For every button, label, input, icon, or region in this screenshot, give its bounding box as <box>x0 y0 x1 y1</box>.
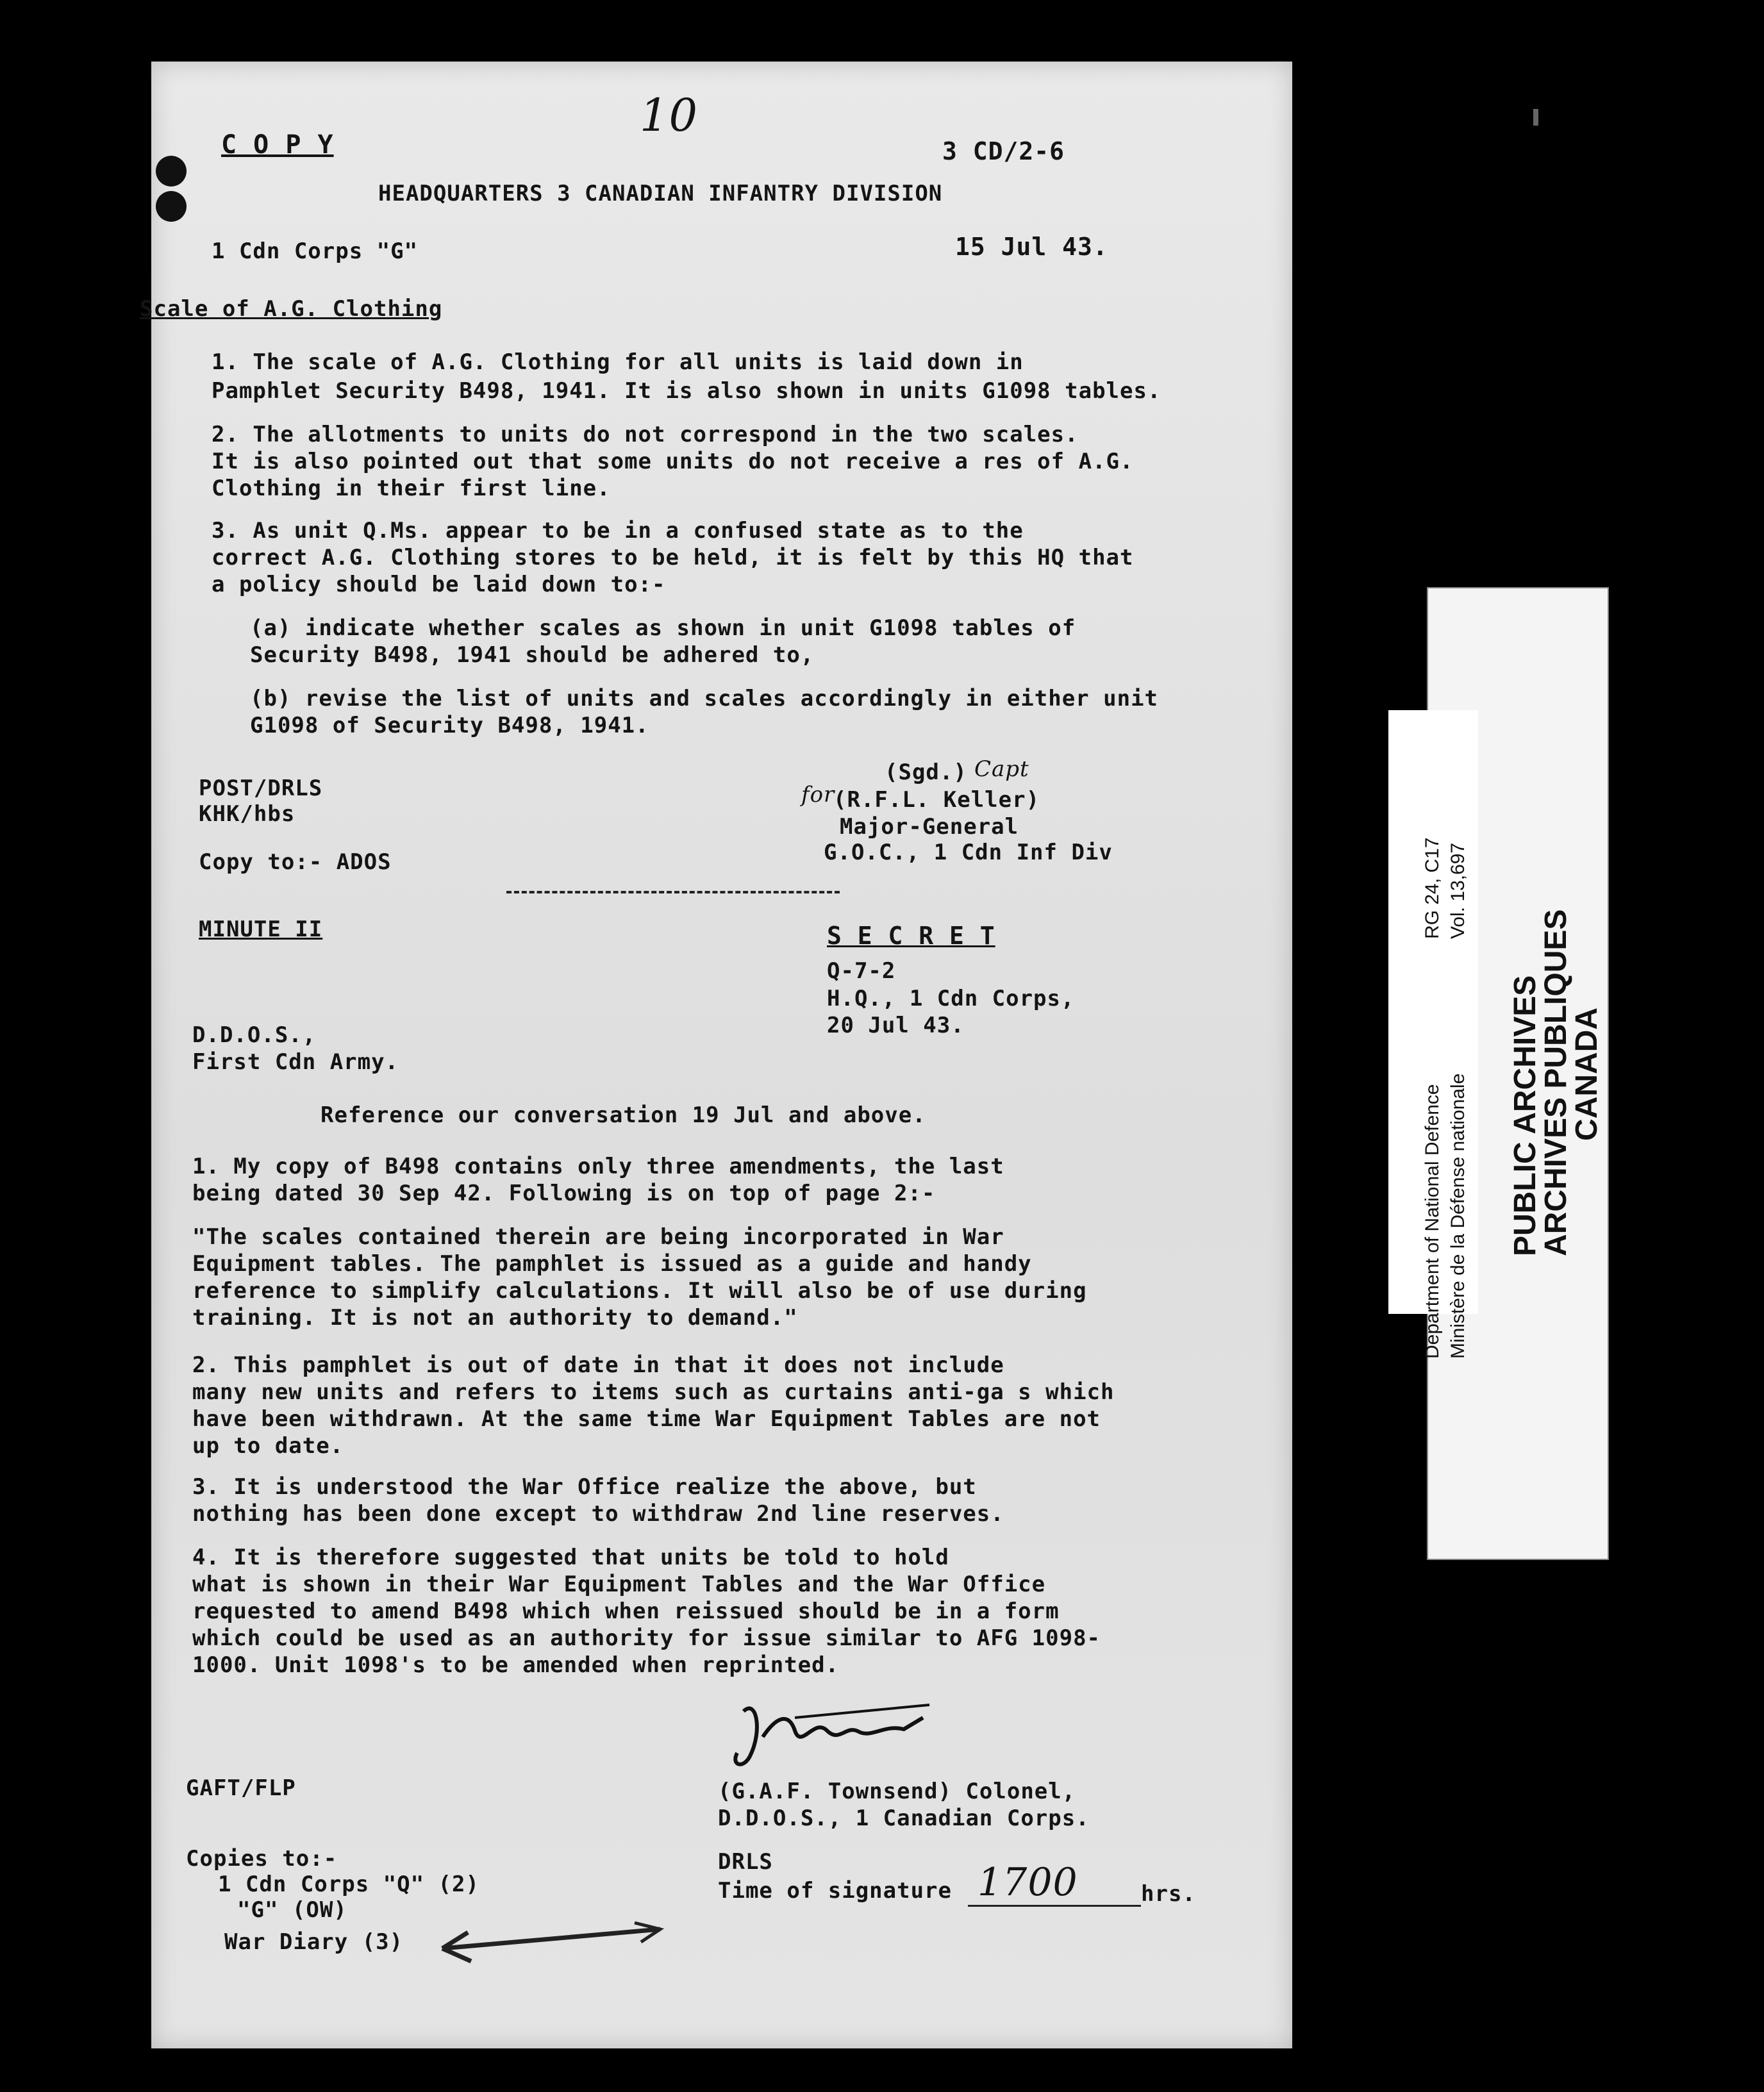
copy-label: C O P Y <box>221 130 334 160</box>
minute-heading: MINUTE II <box>199 917 323 942</box>
para-2-line-2: It is also pointed out that some units do not receive a res of A.G. <box>212 449 1134 474</box>
quote-line-4: training. It is not an authority to demand." <box>192 1305 798 1331</box>
minute-para-4-line-1: 4. It is therefore suggested that units be told to hold <box>192 1545 949 1570</box>
minute-para-1-line-2: being dated 30 Sep 42. Following is on top of page 2:- <box>192 1181 936 1206</box>
time-underline <box>968 1905 1141 1907</box>
minute-para-1-line-1: 1. My copy of B498 contains only three amendments, the last <box>192 1154 1004 1179</box>
reference-sentence: Reference our conversation 19 Jul and above. <box>320 1102 926 1128</box>
copies-to-label: Copies to:- <box>186 1846 338 1872</box>
punch-hole-top <box>156 156 187 187</box>
margin-number: 10 <box>640 89 699 142</box>
addressee: 1 Cdn Corps "G" <box>212 238 419 264</box>
para-2-line-1: 2. The allotments to units do not correspond in the two scales. <box>212 422 1079 447</box>
letterhead: HEADQUARTERS 3 CANADIAN INFANTRY DIVISION <box>378 181 943 206</box>
public-archives-en: PUBLIC ARCHIVES <box>1508 975 1542 1256</box>
volume-number: Vol. 13,697 <box>1447 842 1469 939</box>
signatory-2-name: (G.A.F. Townsend) Colonel, <box>718 1779 1076 1804</box>
separator-line <box>506 891 840 893</box>
item-b-line-2: G1098 of Security B498, 1941. <box>250 713 649 738</box>
signatory-1-rank: Major-General <box>840 814 1019 840</box>
recipient-line-1: D.D.O.S., <box>192 1022 317 1048</box>
minute-para-4-line-3: requested to amend B498 which when reissued should be in a form <box>192 1598 1060 1624</box>
minute-para-4-line-2: what is shown in their War Equipment Tables and the War Office <box>192 1572 1046 1597</box>
time-of-signature-label: Time of signature <box>718 1878 952 1904</box>
minute-para-3-line-1: 3. It is understood the War Office realize the above, but <box>192 1474 977 1500</box>
quote-line-2: Equipment tables. The pamphlet is issued as a guide and handy <box>192 1251 1032 1277</box>
record-group: RG 24, C17 <box>1422 837 1443 939</box>
item-a-line-1: (a) indicate whether scales as shown in unit G1098 tables of <box>250 615 1076 641</box>
reference-date: 20 Jul 43. <box>827 1013 965 1038</box>
scan-speck <box>1533 109 1538 126</box>
subject-line: Scale of A.G. Clothing <box>140 296 443 322</box>
typist-initials: KHK/hbs <box>199 801 295 827</box>
minute-para-4-line-5: 1000. Unit 1098's to be amended when reprinted. <box>192 1652 840 1678</box>
item-a-line-2: Security B498, 1941 should be adhered to, <box>250 642 815 668</box>
punch-hole-bottom <box>156 191 187 222</box>
drls-label: DRLS <box>718 1849 773 1875</box>
file-reference: 3 CD/2-6 <box>942 137 1065 165</box>
reference-hq: H.Q., 1 Cdn Corps, <box>827 986 1075 1011</box>
country: CANADA <box>1570 1008 1604 1141</box>
para-3-line-3: a policy should be laid down to:- <box>212 572 666 597</box>
typist-initials-2: GAFT/FLP <box>186 1775 296 1801</box>
minute-para-3-line-2: nothing has been done except to withdraw 2nd line reserves. <box>192 1501 1004 1527</box>
department-en: Department of National Defence <box>1422 1084 1443 1359</box>
para-3-line-2: correct A.G. Clothing stores to be held, it is felt by this HQ that <box>212 545 1134 570</box>
para-2-line-3: Clothing in their first line. <box>212 476 611 501</box>
letter-date: 15 Jul 43. <box>955 233 1108 261</box>
para-1-line-1: 1. The scale of A.G. Clothing for all units is laid down in <box>212 349 1024 375</box>
para-1-line-2: Pamphlet Security B498, 1941. It is also shown in units G1098 tables. <box>212 378 1161 404</box>
signatory-1-name: (R.F.L. Keller) <box>833 787 1040 813</box>
item-b-line-1: (b) revise the list of units and scales accordingly in either unit <box>250 686 1159 711</box>
signature-townsend <box>718 1692 936 1782</box>
signatory-2-title: D.D.O.S., 1 Canadian Corps. <box>718 1806 1090 1831</box>
quote-line-3: reference to simplify calculations. It will also be of use during <box>192 1278 1087 1304</box>
hours-label: hrs. <box>1141 1881 1196 1907</box>
copy-to: Copy to:- ADOS <box>199 849 392 875</box>
public-archives-fr: ARCHIVES PUBLIQUES <box>1539 909 1573 1256</box>
signed-mark: (Sgd.) <box>885 760 967 785</box>
recipient-line-2: First Cdn Army. <box>192 1049 399 1075</box>
post-line: POST/DRLS <box>199 776 323 801</box>
minute-para-2-line-4: up to date. <box>192 1433 344 1459</box>
for-handwritten: for <box>801 782 835 808</box>
minute-para-2-line-2: many new units and refers to items such as curtains anti-ga s which <box>192 1379 1115 1405</box>
copy-recipient-1: 1 Cdn Corps "Q" (2) <box>218 1872 479 1897</box>
arrow-mark <box>404 1916 667 1974</box>
copy-recipient-3: War Diary (3) <box>224 1929 404 1955</box>
copy-recipient-2: "G" (OW) <box>237 1897 347 1923</box>
minute-para-2-line-1: 2. This pamphlet is out of date in that it does not include <box>192 1352 1004 1378</box>
minute-para-2-line-3: have been withdrawn. At the same time War Equipment Tables are not <box>192 1406 1101 1432</box>
signatory-1-title: G.O.C., 1 Cdn Inf Div <box>824 840 1113 865</box>
reference-code: Q-7-2 <box>827 958 896 984</box>
capt-handwritten: Capt <box>974 756 1029 782</box>
time-of-signature-value: 1700 <box>978 1860 1078 1905</box>
para-3-line-1: 3. As unit Q.Ms. appear to be in a confused state as to the <box>212 518 1024 544</box>
minute-para-4-line-4: which could be used as an authority for issue similar to AFG 1098- <box>192 1625 1101 1651</box>
secret-marking: S E C R E T <box>827 922 995 950</box>
department-fr: Ministère de la Défense nationale <box>1447 1073 1469 1359</box>
quote-line-1: "The scales contained therein are being incorporated in War <box>192 1224 1004 1250</box>
